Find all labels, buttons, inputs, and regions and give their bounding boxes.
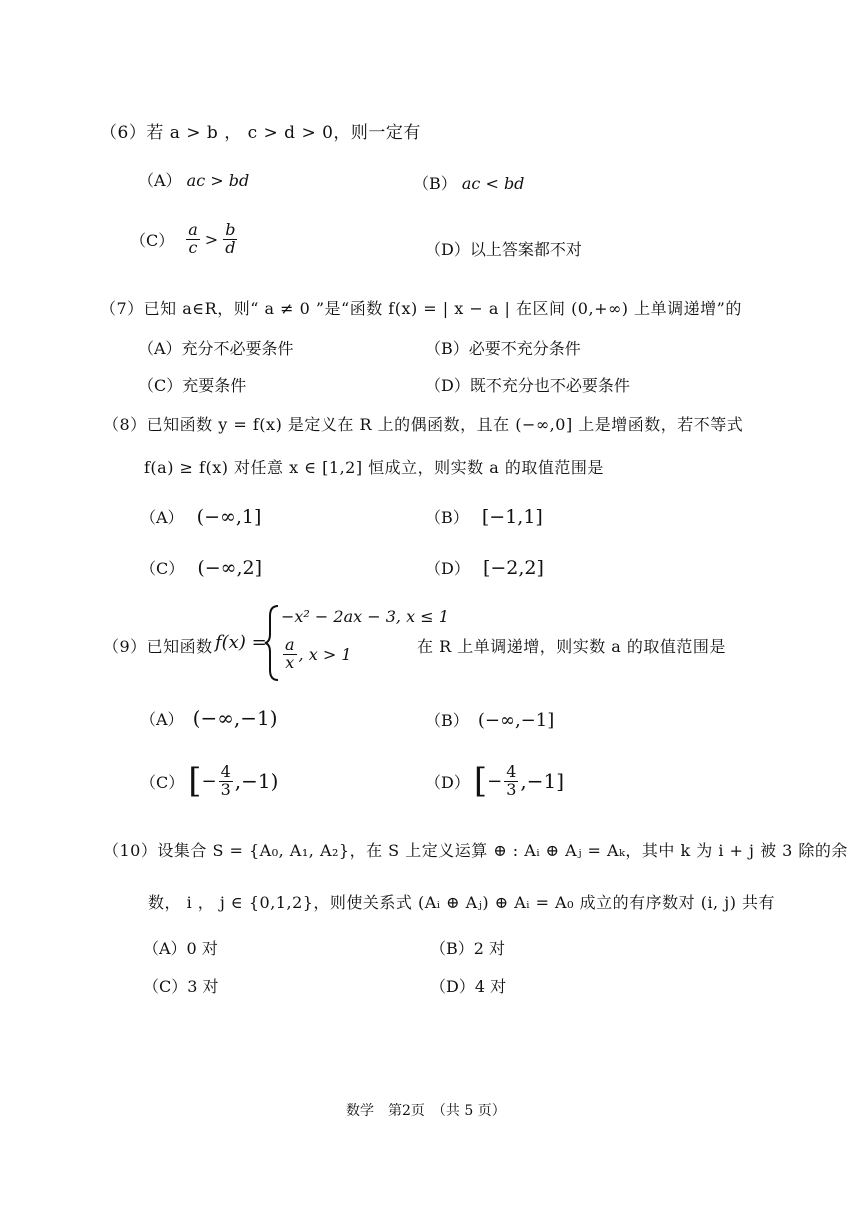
q8-option-c-text: (−∞,2] bbox=[197, 557, 263, 579]
q6-option-c-fraction-1 bbox=[186, 222, 200, 257]
q6-option-c bbox=[130, 222, 239, 257]
q9-c-den: 3 bbox=[220, 779, 231, 799]
q9-case-2-fraction bbox=[283, 637, 297, 672]
q7-stem: （7）已知 a∈R，则“ a ≠ 0 ”是“函数 f(x) = | x − a | 在区间 (0,+∞) 上单调递增”的 bbox=[100, 299, 742, 318]
q9-case-1: −x² − 2ax − 3, x ≤ 1 bbox=[281, 607, 449, 626]
q6-option-b bbox=[413, 171, 524, 194]
q6-option-d bbox=[425, 237, 582, 260]
q9-option-b-text: (−∞,−1] bbox=[477, 710, 555, 731]
q9-c-minus: − bbox=[201, 770, 217, 792]
q8-stem-line1: （8）已知函数 y = f(x) 是定义在 R 上的偶函数，且在 (−∞,0] 上是增函数，若不等式 bbox=[103, 415, 744, 434]
q6-c-den2: d bbox=[225, 237, 236, 257]
q6-option-c-label: （C） bbox=[130, 230, 175, 250]
q9-d-bracket: [ bbox=[473, 761, 488, 801]
q9-option-c-label: （C） bbox=[140, 772, 185, 792]
q9-option-d bbox=[425, 761, 564, 801]
q6-c-den1: c bbox=[188, 237, 198, 257]
q7-option-a: （A）充分不必要条件 bbox=[138, 339, 294, 358]
q9-d-num: 4 bbox=[506, 761, 517, 781]
q7-option-b: （B）必要不充分条件 bbox=[425, 339, 581, 358]
q9-case-2 bbox=[281, 637, 352, 672]
q8-option-c-label: （C） bbox=[140, 559, 185, 578]
q8-option-b-label: （B） bbox=[425, 508, 469, 527]
q9-stem-prefix: （9）已知函数 bbox=[103, 637, 213, 656]
q8-option-d-label: （D） bbox=[425, 559, 470, 578]
q9-option-d-label: （D） bbox=[425, 772, 470, 792]
q8-option-c bbox=[140, 556, 262, 579]
q9-c-num: 4 bbox=[220, 761, 231, 781]
q6-c-op: > bbox=[204, 229, 219, 249]
q9-option-b bbox=[425, 708, 554, 731]
q10-stem-line1: （10）设集合 S = {A₀, A₁, A₂}，在 S 上定义运算 ⊕ : Aᵢ ⊕ Aⱼ = Aₖ，其中 k 为 i + j 被 3 除的余 bbox=[103, 841, 848, 860]
q9-stem-suffix: 在 R 上单调递增，则实数 a 的取值范围是 bbox=[417, 637, 726, 656]
q6-option-a-label: （A） bbox=[138, 171, 182, 190]
q9-option-a bbox=[140, 706, 278, 730]
q9-option-c bbox=[140, 761, 278, 801]
q9-d-fraction bbox=[504, 761, 518, 799]
q9-option-a-text: (−∞,−1) bbox=[192, 706, 278, 730]
q6-option-a-text: ac > bd bbox=[186, 171, 250, 190]
q9-case2-num: a bbox=[285, 635, 295, 654]
q6-stem: （6）若 a > b ， c > d > 0，则一定有 bbox=[100, 123, 421, 143]
page-footer: 数学 第2页 （共 5 页） bbox=[346, 1103, 506, 1119]
q8-option-d-text: [−2,2] bbox=[482, 557, 544, 579]
q6-c-num1: a bbox=[188, 220, 198, 239]
q6-option-d-text: 以上答案都不对 bbox=[469, 240, 582, 259]
q6-c-num2: b bbox=[225, 220, 236, 239]
q10-option-d: （D）4 对 bbox=[430, 977, 507, 996]
q6-option-c-fraction-2 bbox=[223, 222, 237, 257]
q8-option-b bbox=[425, 505, 543, 528]
q8-option-a bbox=[140, 505, 261, 528]
q8-option-d bbox=[425, 556, 544, 579]
q9-d-minus: − bbox=[487, 770, 503, 792]
q9-option-b-label: （B） bbox=[425, 711, 469, 730]
q9-c-fraction bbox=[219, 761, 233, 799]
q9-d-den: 3 bbox=[506, 779, 517, 799]
q9-left-brace bbox=[264, 604, 280, 682]
q6-option-b-label: （B） bbox=[413, 174, 457, 193]
q9-option-a-label: （A） bbox=[140, 710, 184, 729]
q10-option-c: （C）3 对 bbox=[143, 977, 219, 996]
q7-option-d: （D）既不充分也不必要条件 bbox=[425, 376, 630, 395]
q10-option-b: （B）2 对 bbox=[430, 939, 506, 958]
q9-case2-rest: , x > 1 bbox=[298, 644, 352, 664]
q9-c-rest: ,−1) bbox=[234, 769, 279, 793]
q6-option-a bbox=[138, 168, 249, 191]
q9-d-rest: ,−1] bbox=[520, 769, 565, 793]
q8-option-b-text: [−1,1] bbox=[481, 506, 543, 528]
q8-option-a-text: (−∞,1] bbox=[196, 506, 262, 528]
q10-stem-line2: 数， i ， j ∈ {0,1,2}，则使关系式 (Aᵢ ⊕ Aⱼ) ⊕ Aᵢ = A₀ 成立的有序数对 (i, j) 共有 bbox=[148, 893, 776, 912]
q7-option-c: （C）充要条件 bbox=[138, 376, 247, 395]
q9-c-bracket: [ bbox=[188, 761, 202, 801]
q8-stem-line2: f(a) ≥ f(x) 对任意 x ∈ [1,2] 恒成立，则实数 a 的取值范围是 bbox=[144, 458, 604, 477]
q6-option-d-label: （D） bbox=[425, 240, 470, 259]
q9-case2-den: x bbox=[285, 652, 295, 672]
q8-option-a-label: （A） bbox=[140, 508, 184, 527]
q10-option-a: （A）0 对 bbox=[143, 939, 218, 958]
q6-option-b-text: ac < bd bbox=[461, 174, 525, 193]
q9-function-name: f(x) = bbox=[215, 632, 267, 653]
